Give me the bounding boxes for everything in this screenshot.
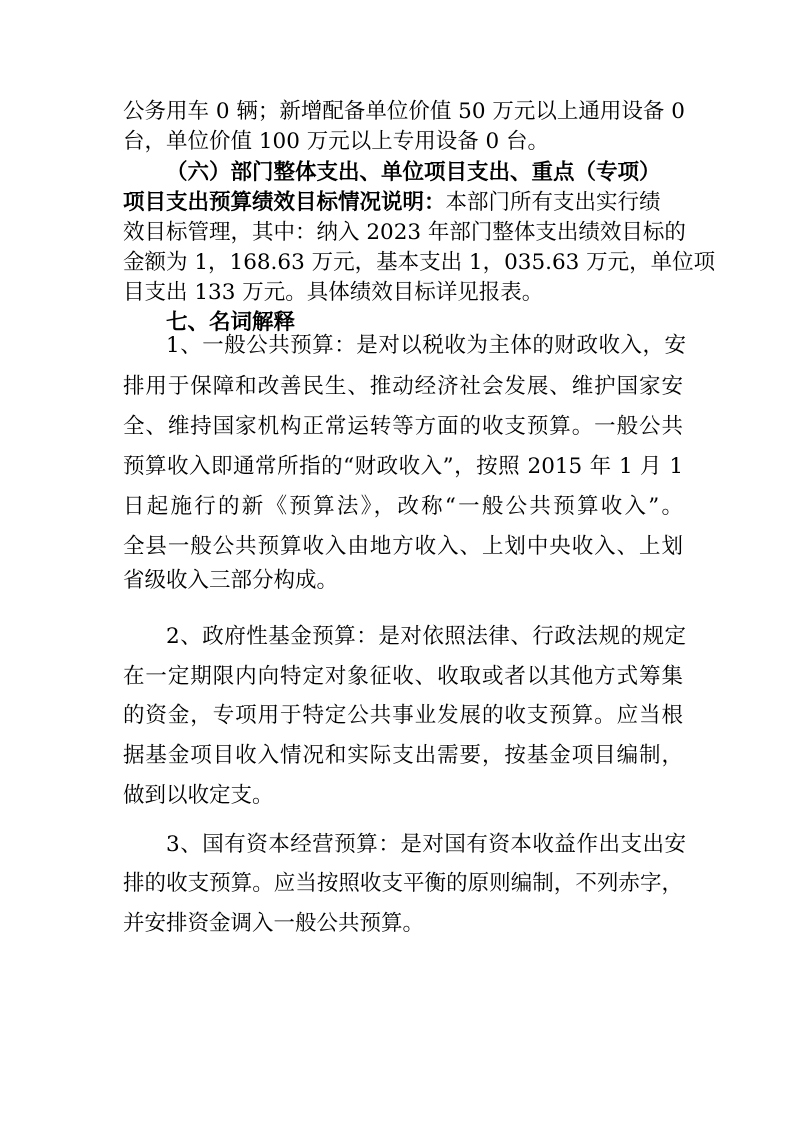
section-6-line-3: 效目标管理，其中：纳入 2023 年部门整体支出绩效目标的 <box>123 220 686 245</box>
term-1-line-2: 排用于保障和改善民生、推动经济社会发展、维护国家安 <box>123 374 683 399</box>
section-6-line-5: 目支出 133 万元。具体绩效目标详见报表。 <box>123 280 544 305</box>
term-1-line-6: 全县一般公共预算收入由地方收入、上划中央收入、上划 <box>123 534 683 559</box>
term-1-line-4: 预算收入即通常所指的“财政收入”，按照 2015 年 1 月 1 <box>123 454 683 479</box>
section-7-heading: 七、名词解释 <box>166 310 296 335</box>
term-1-line-5: 日起施行的新《预算法》，改称“一般公共预算收入”。 <box>123 494 683 519</box>
vehicle-equipment-line-1: 公务用车 0 辆；新增配备单位价值 50 万元以上通用设备 0 <box>123 99 685 124</box>
section-6-heading-cont: 项目支出预算绩效目标情况说明： <box>123 190 446 215</box>
term-2-line-2: 在一定期限内向特定对象征收、收取或者以其他方式筹集 <box>123 664 683 689</box>
term-1-line-1: 1、一般公共预算：是对以税收为主体的财政收入，安 <box>166 333 686 358</box>
term-1-line-3: 全、维持国家机构正常运转等方面的收支预算。一般公共 <box>123 414 683 439</box>
term-1-line-7: 省级收入三部分构成。 <box>123 568 339 593</box>
term-2-line-1: 2、政府性基金预算：是对依照法律、行政法规的规定 <box>166 624 686 649</box>
section-6-line-2 <box>123 188 683 218</box>
section-6-text: 本部门所有支出实行绩 <box>445 190 661 215</box>
section-6-line-4: 金额为 1，168.63 万元，基本支出 1，035.63 万元，单位项 <box>123 250 716 275</box>
term-2-line-5: 做到以收定支。 <box>123 783 274 808</box>
section-6-heading: （六）部门整体支出、单位项目支出、重点（专项） <box>166 160 661 185</box>
term-2-line-4: 据基金项目收入情况和实际支出需要，按基金项目编制， <box>123 743 683 768</box>
term-2-line-3: 的资金，专项用于特定公共事业发展的收支预算。应当根 <box>123 703 683 728</box>
term-3-line-2: 排的收支预算。应当按照收支平衡的原则编制，不列赤字， <box>123 871 683 896</box>
vehicle-equipment-line-2: 台，单位价值 100 万元以上专用设备 0 台。 <box>123 129 550 154</box>
term-3-line-1: 3、国有资本经营预算：是对国有资本收益作出支出安 <box>166 832 686 857</box>
term-3-line-3: 并安排资金调入一般公共预算。 <box>123 911 425 936</box>
